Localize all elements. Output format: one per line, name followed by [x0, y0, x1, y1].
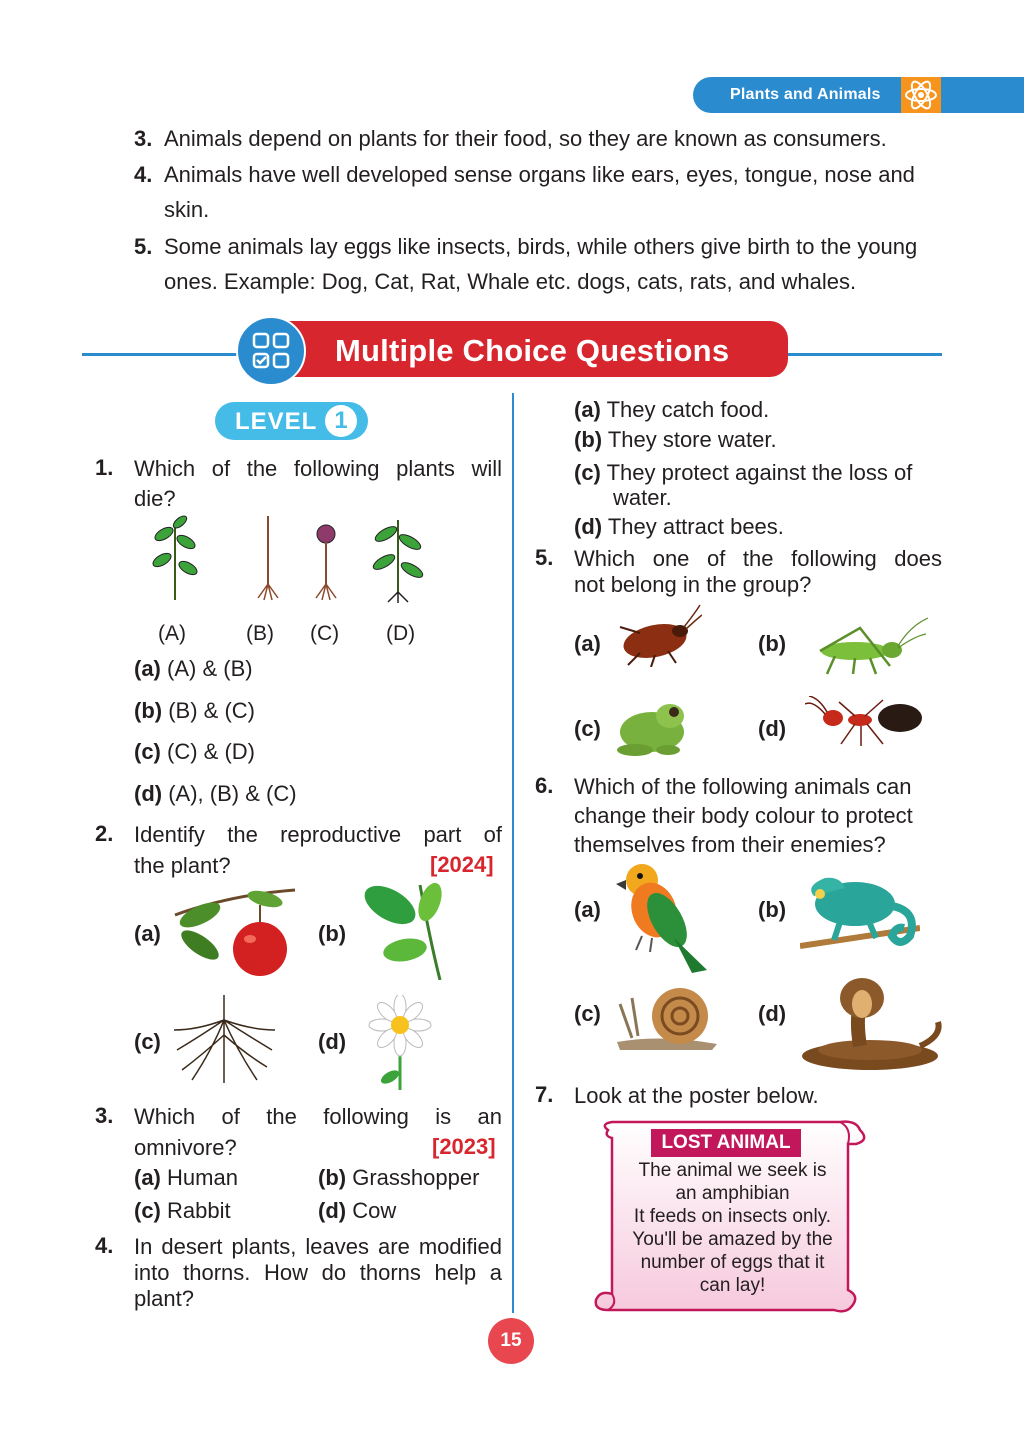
option-key: (d) [134, 781, 163, 806]
option[interactable] [758, 716, 786, 742]
poster-text: an amphibian [675, 1183, 790, 1204]
option-key: (c) [134, 739, 161, 764]
level-badge [215, 402, 368, 440]
option-text: They protect against the loss of [606, 460, 913, 485]
level-number: 1 [325, 405, 357, 437]
checklist-icon [236, 316, 306, 386]
option-text: Cow [352, 1198, 397, 1223]
point-text: skin. [164, 197, 210, 222]
option-text: They catch food. [606, 397, 770, 422]
option[interactable] [134, 698, 255, 724]
option[interactable] [318, 921, 346, 947]
plant-d-image [368, 512, 428, 609]
option-key: (c) [574, 1001, 601, 1026]
option-key: (c) [574, 460, 601, 485]
option-key: (d) [574, 514, 603, 539]
column-divider [512, 393, 514, 1313]
question-text: die? [134, 486, 176, 511]
option-text: Grasshopper [352, 1165, 480, 1190]
question-number: 4. [95, 1233, 114, 1258]
point-text: Animals depend on plants for their food, so they are known as consumers. [164, 126, 887, 151]
poster-text: The animal we seek is [638, 1160, 827, 1181]
leaves-image [360, 880, 450, 985]
apple-image [170, 885, 300, 982]
parrot-image [612, 858, 712, 978]
question-text: the plant? [134, 853, 231, 878]
question-number: 2. [95, 821, 114, 846]
option-key: (d) [758, 716, 787, 741]
question-number: 7. [535, 1082, 554, 1107]
plant-label: (A) [158, 622, 186, 645]
option[interactable] [574, 897, 601, 923]
option[interactable] [134, 921, 161, 947]
option[interactable] [758, 631, 786, 657]
plant-a-image [150, 512, 200, 607]
question-number: 6. [535, 773, 554, 798]
option[interactable] [574, 716, 601, 742]
chapter-tab [693, 77, 1024, 113]
option[interactable] [574, 427, 777, 453]
point-number: 4. [134, 162, 153, 187]
point-text: Some animals lay eggs like insects, birds, while others give birth to the young [164, 234, 918, 259]
option[interactable] [318, 1198, 396, 1224]
option[interactable] [134, 739, 255, 765]
question-text: into thorns. How do thorns help a [134, 1260, 502, 1285]
option[interactable] [574, 460, 912, 486]
option-text: Rabbit [167, 1198, 231, 1223]
question-text: Which of the following animals can [574, 774, 912, 799]
option-key: (c) [134, 1198, 161, 1223]
option[interactable] [134, 781, 297, 807]
chapter-title: Plants and Animals [730, 86, 881, 103]
question-text: not belong in the group? [574, 572, 812, 597]
option[interactable] [574, 631, 601, 657]
option[interactable] [574, 397, 769, 423]
ant-image [805, 696, 935, 751]
option-key: (a) [134, 921, 161, 946]
page-number: 15 [488, 1318, 534, 1364]
poster-text: It feeds on insects only. [633, 1206, 832, 1227]
question-text: Look at the poster below. [574, 1083, 819, 1108]
option-text: They store water. [607, 427, 777, 452]
divider-line [82, 353, 242, 356]
question-text: themselves from their enemies? [574, 832, 886, 857]
intro-point [134, 121, 944, 156]
question-number: 1. [95, 455, 114, 480]
option-key: (b) [318, 1165, 347, 1190]
option-text: (A), (B) & (C) [168, 781, 297, 806]
option-text: water. [613, 485, 672, 510]
option-key: (b) [758, 897, 787, 922]
point-number: 3. [134, 126, 153, 151]
poster-text: can lay! [699, 1275, 766, 1296]
option[interactable] [134, 1165, 238, 1191]
option-text: (A) & (B) [167, 656, 253, 681]
point-text: Animals have well developed sense organs like ears, eyes, tongue, nose and [164, 162, 915, 187]
question-text: In desert plants, leaves are modified [134, 1234, 502, 1259]
question-text: Identify the reproductive part of [134, 822, 502, 847]
option-key: (b) [574, 427, 603, 452]
option[interactable] [758, 1001, 786, 1027]
option-key: (b) [758, 631, 787, 656]
snail-image [612, 982, 722, 1055]
option[interactable] [318, 1029, 346, 1055]
chameleon-image [800, 866, 920, 965]
question-text: Which of the following is an [134, 1104, 502, 1129]
option-key: (d) [318, 1029, 347, 1054]
question-text: Which one of the following does [574, 546, 942, 571]
option-text: They attract bees. [607, 514, 784, 539]
option-key: (c) [134, 1029, 161, 1054]
level-label: LEVEL [235, 408, 318, 435]
plant-label: (C) [310, 622, 340, 645]
poster-text: number of eggs that it [640, 1252, 825, 1273]
option[interactable] [134, 1029, 161, 1055]
option-key: (a) [134, 1165, 161, 1190]
grasshopper-image [800, 616, 930, 681]
question-text: omnivore? [134, 1135, 237, 1160]
poster-tag: LOST ANIMAL [651, 1129, 801, 1157]
question-text: change their body colour to protect [574, 803, 913, 828]
intro-point [134, 157, 944, 227]
plant-label: (D) [386, 622, 416, 645]
option-key: (a) [134, 656, 161, 681]
atom-icon [901, 77, 941, 113]
option-key: (d) [758, 1001, 787, 1026]
option[interactable] [574, 1001, 601, 1027]
divider-line [786, 353, 942, 356]
cobra-image [800, 976, 945, 1076]
option[interactable] [758, 897, 786, 923]
point-text: ones. Example: Dog, Cat, Rat, Whale etc. dogs, cats, rats, and whales. [164, 269, 857, 294]
year-tag: [2024] [430, 852, 494, 877]
daisy-image [360, 995, 440, 1095]
roots-image [172, 995, 277, 1090]
option-key: (a) [574, 397, 601, 422]
option-text: Human [167, 1165, 238, 1190]
question-number: 5. [535, 545, 554, 570]
question-text: Which of the following plants will [134, 456, 502, 481]
plant-c-image [306, 512, 346, 607]
plant-b-image [248, 512, 288, 607]
frog-image [610, 698, 692, 763]
cockroach-image [610, 603, 702, 672]
option-text: (C) & (D) [167, 739, 255, 764]
poster-text: You'll be amazed by the [632, 1229, 833, 1250]
option-text: (B) & (C) [168, 698, 255, 723]
option-key: (d) [318, 1198, 347, 1223]
year-tag: [2023] [432, 1134, 496, 1159]
section-title: Multiple Choice Questions [335, 333, 730, 368]
question-text: plant? [134, 1286, 194, 1311]
option-key: (b) [134, 698, 163, 723]
intro-point [134, 229, 944, 299]
option[interactable] [318, 1165, 479, 1191]
point-number: 5. [134, 234, 153, 259]
option-key: (b) [318, 921, 347, 946]
question-number: 3. [95, 1103, 114, 1128]
option[interactable] [574, 514, 784, 540]
option-key: (c) [574, 716, 601, 741]
option-key: (a) [574, 897, 601, 922]
option-key: (a) [574, 631, 601, 656]
option[interactable] [134, 656, 253, 682]
plant-label: (B) [246, 622, 274, 645]
option[interactable] [134, 1198, 231, 1224]
